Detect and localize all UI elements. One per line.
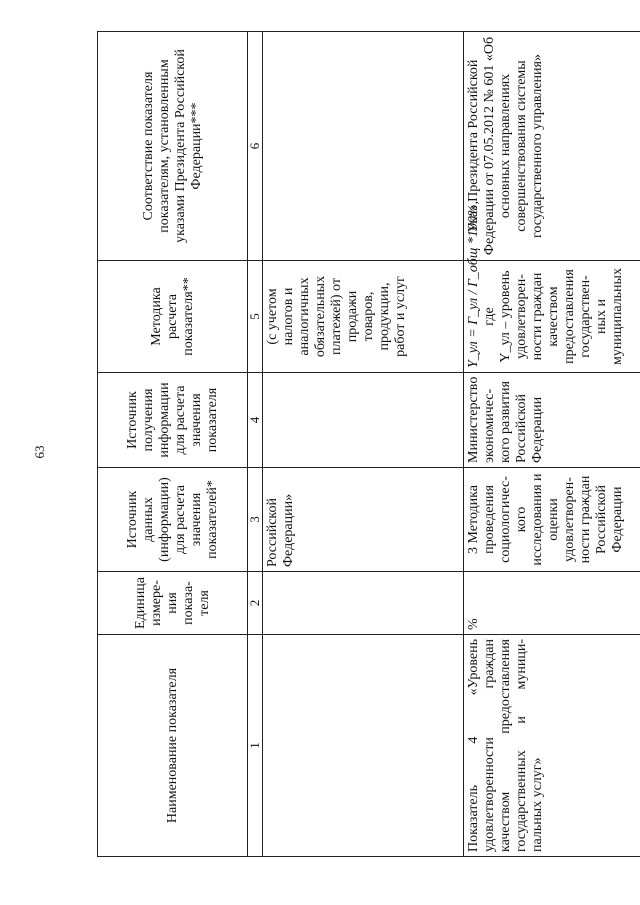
column-number-row: [248, 32, 263, 857]
method-description: Y_ул – уровень удовлетворен-ности граждан качеством предоставления государствен-ных и муниципальных: [498, 268, 625, 365]
indicator-info-source: Министерство экономичес-кого развития Российской Федерации: [464, 373, 640, 468]
continuation-method: (с учетом налогов и аналогичных обязательных платежей) от продажи товаров, продукции, работ и услуг: [263, 261, 464, 373]
column-number: 3: [248, 468, 263, 572]
method-where: где: [482, 307, 497, 326]
rotated-table-wrapper: [97, 32, 625, 857]
indicator-name: Показатель 4 «Уровень удовлетворенности граждан качеством предоставления государственных и муници-пальных услуг»: [464, 635, 640, 857]
indicator-decree: Указ Президента Российской Федерации от 07.05.2012 № 601 «Об основных направлениях совершенствования системы государственного управления»: [464, 32, 640, 261]
table-cell: [263, 373, 464, 468]
header-decree-match: Соответствие показателя показателям, установленным указами Президента Российской Федерации***: [98, 32, 248, 261]
column-number: 4: [248, 373, 263, 468]
column-number: 2: [248, 572, 263, 635]
header-info-source: Источник получения информации для расчета значения показателя: [98, 373, 248, 468]
method-formula: Y_ул = Г_ул / Г_общ *100%,: [466, 200, 481, 368]
column-number: 1: [248, 635, 263, 857]
table-cell: [263, 32, 464, 261]
column-number: 5: [248, 261, 263, 373]
indicator-data-source: 3 Методика проведения социологичес-кого исследования и оценки удовлетворен-ности граждан Российской Федерации: [464, 468, 640, 572]
header-indicator-name: Наименование показателя: [98, 635, 248, 857]
header-method: Методика расчета показателя**: [98, 261, 248, 373]
table-row: [464, 32, 640, 857]
column-number: 6: [248, 32, 263, 261]
header-data-source: Источник данных (информации) для расчета значения показателей*: [98, 468, 248, 572]
table-cell: [263, 635, 464, 857]
continuation-row: [263, 32, 464, 857]
table-cell: [263, 572, 464, 635]
indicator-unit: %: [464, 572, 640, 635]
indicator-method: [464, 200, 640, 373]
page-number: 63: [32, 445, 47, 459]
header-row: [98, 32, 248, 857]
continuation-data-source: Российской Федерации»: [263, 468, 464, 572]
indicators-table: [97, 31, 640, 857]
header-unit: Единица измере-ния показа-теля: [98, 572, 248, 635]
